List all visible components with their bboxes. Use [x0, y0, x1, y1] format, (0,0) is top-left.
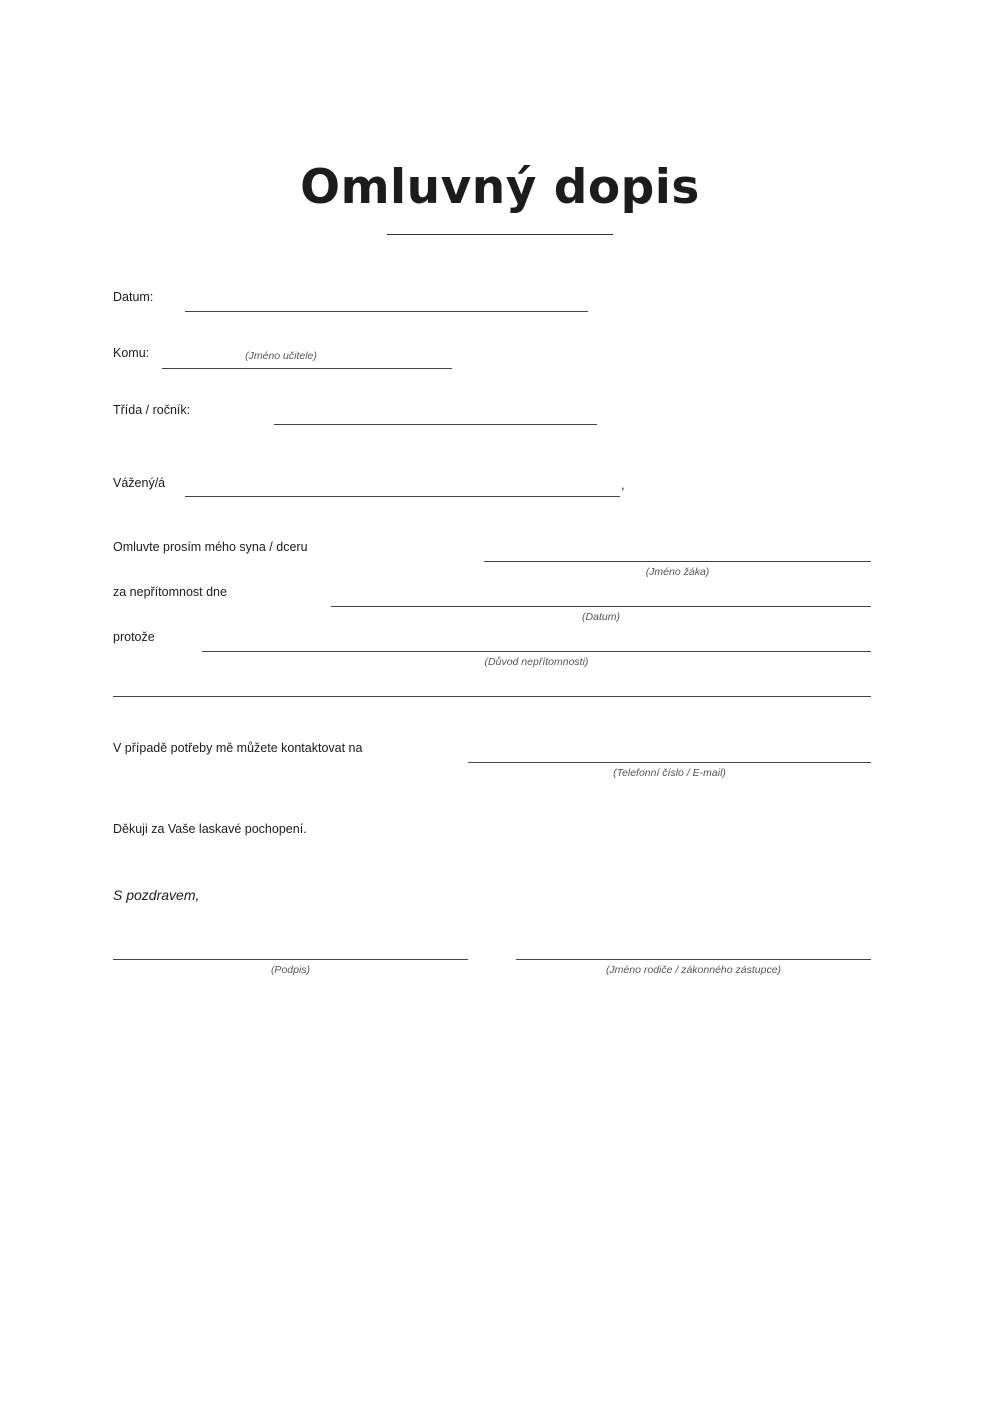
class-field-line[interactable]	[274, 424, 597, 425]
absence-date-line[interactable]	[331, 606, 871, 607]
parent-name-hint: (Jméno rodiče / zákonného zástupce)	[605, 964, 782, 976]
salutation-label: Vážený/á	[113, 476, 166, 490]
student-name-line[interactable]	[484, 561, 871, 562]
thanks-text: Děkuji za Vaše laskavé pochopení.	[113, 822, 307, 836]
salutation-name-line[interactable]	[185, 496, 620, 497]
parent-name-line[interactable]	[516, 959, 871, 960]
reason-continuation-line[interactable]	[113, 696, 871, 697]
page-title: Omluvný dopis	[300, 160, 700, 215]
signature-line[interactable]	[113, 959, 468, 960]
student-name-hint: (Jméno žáka)	[645, 566, 710, 578]
reason-hint: (Důvod nepřítomnosti)	[484, 656, 589, 668]
to-label: Komu:	[113, 346, 150, 360]
contact-hint: (Telefonní číslo / E-mail)	[613, 767, 726, 779]
contact-label: V případě potřeby mě můžete kontaktovat na	[113, 741, 363, 755]
salutation-comma: ,	[621, 477, 625, 492]
reason-line[interactable]	[202, 651, 871, 652]
excuse-label: Omluvte prosím mého syna / dceru	[113, 540, 308, 554]
reason-label: protože	[113, 630, 155, 644]
teacher-name-hint: (Jméno učitele)	[245, 350, 317, 362]
absence-date-hint: (Datum)	[582, 611, 620, 623]
date-label: Datum:	[113, 290, 154, 304]
signature-hint: (Podpis)	[270, 964, 311, 976]
title-underline	[387, 234, 613, 235]
teacher-name-line[interactable]	[162, 368, 452, 369]
date-field-line[interactable]	[185, 311, 588, 312]
class-label: Třída / ročník:	[113, 403, 191, 417]
absence-label: za nepřítomnost dne	[113, 585, 227, 599]
contact-line[interactable]	[468, 762, 871, 763]
closing-regards: S pozdravem,	[113, 887, 200, 903]
